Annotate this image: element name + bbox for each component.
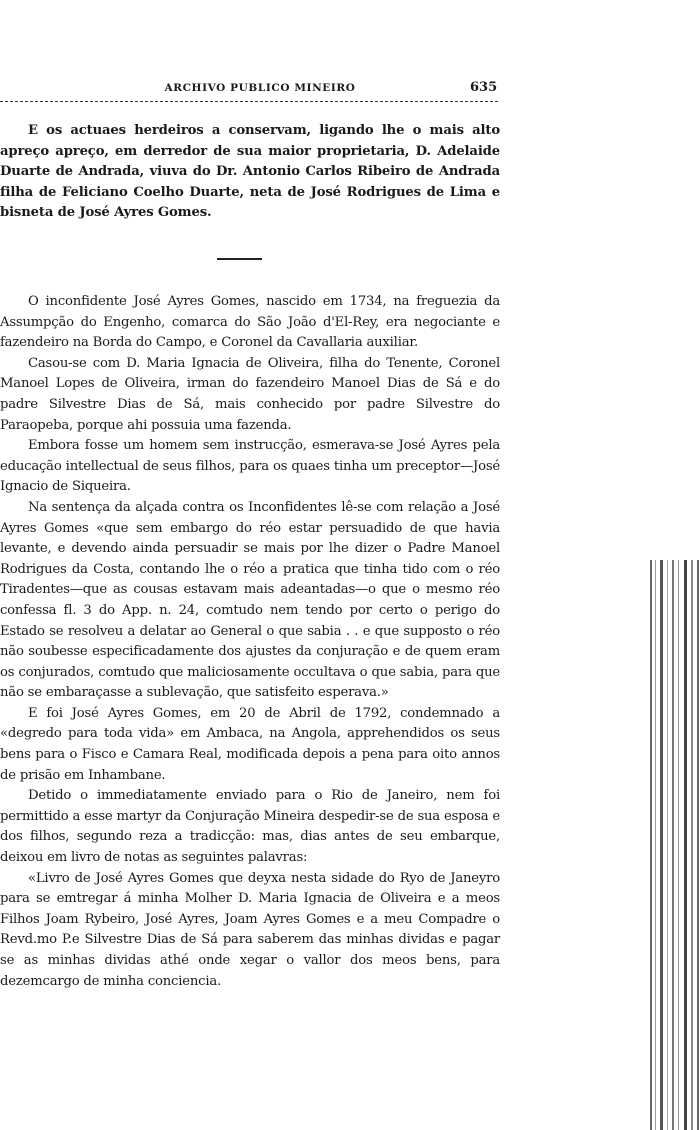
paragraph: E os actuaes herdeiros a conservam, ligando lhe o mais alto apreço apreço, em derredor de sua maior proprietaria, D. Adelaide Duarte de Andrada, viuva do Dr. Antonio Carlos Ribeiro de Andrada filha de Feliciano Coelho Duarte, neta de José Rodrigues de Lima e bisneta de José Ayres Gomes.: [0, 123, 500, 221]
paragraph: O inconfidente José Ayres Gomes, nascido em 1734, na freguezia da Assumpção do Engenho, comarca do São João d'El-Rey, era negociante e fazendeiro na Borda do Campo, e Coronel da Cavallaria auxiliar.: [0, 294, 500, 351]
paragraph: Casou-se com D. Maria Ignacia de Oliveira, filha do Tenente, Coronel Manoel Lopes de Oliveira, irman do fazendeiro Manoel Dias de Sá e do padre Silvestre Dias de Sá, mais conhecido por padre Silvestre do Paraopeba, porque ahi possuia uma fazenda.: [0, 355, 500, 433]
running-header: [0, 80, 700, 100]
main-text-block: [0, 292, 500, 992]
paragraph: E foi José Ayres Gomes, em 20 de Abril de 1792, condemnado a «degredo para toda vida» em Ambaca, na Angola, apprehendidos os seus bens para o Fisco e Camara Real, modificada depois a pena para oito annos de prisão em Inhambane.: [0, 705, 500, 783]
section-separator: [217, 258, 262, 260]
header-rule: [0, 101, 498, 102]
paragraph: Detido o immediatamente enviado para o Rio de Janeiro, nem foi permittido a esse martyr da Conjuração Mineira despedir-se de sua esposa e dos filhos, segundo reza a tradicção: mas, dias antes de seu embarque, deixou em livro de notas as seguintes palavras:: [0, 788, 500, 866]
paragraph: Na sentença da alçada contra os Inconfidentes lê-se com relação a José Ayres Gomes «que sem embargo do réo estar persuadido de que havia levante, e devendo ainda persuadir se mais por lhe dizer o Padre Manoel Rodrigues da Costa, contando lhe o réo a pratica que tinha tido com o réo Tiradentes—que as cousas estavam mais adeantadas—o que o mesmo réo confessa fl. 3 do App. n. 24, comtudo nem tendo por certo o perigo do Estado se resolveu a delatar ao General o que sabia . . e que supposto o réo não soubesse especificadamente dos ajustes da conjuração e de quem eram os conjurados, comtudo que maliciosamente occultava o que sabia, para que não se embaraçasse a sublevação, que satisfeito esperava.»: [0, 499, 500, 701]
paragraph: Embora fosse um homem sem instrucção, esmerava-se José Ayres pela educação intellectual de seus filhos, para os quaes tinha um preceptor—José Ignacio de Siqueira.: [0, 438, 500, 495]
book-binding-edge: [648, 560, 700, 1130]
paragraph: «Livro de José Ayres Gomes que deyxa nesta sidade do Ryo de Janeyro para se emtregar á minha Molher D. Maria Ignacia de Oliveira e a meos Filhos Joam Rybeiro, José Ayres, Joam Ayres Gomes e a meu Compadre o Revd.mo P.e Silvestre Dias de Sá para saberem das minhas dividas e pagar se as minhas dividas athé onde xegar o vallor dos meos bens, para dezemcargo de minha conciencia.: [0, 870, 500, 989]
opening-paragraph-block: [0, 121, 500, 224]
page-number: 635: [470, 80, 498, 95]
running-title: ARCHIVO PUBLICO MINEIRO: [164, 82, 356, 94]
